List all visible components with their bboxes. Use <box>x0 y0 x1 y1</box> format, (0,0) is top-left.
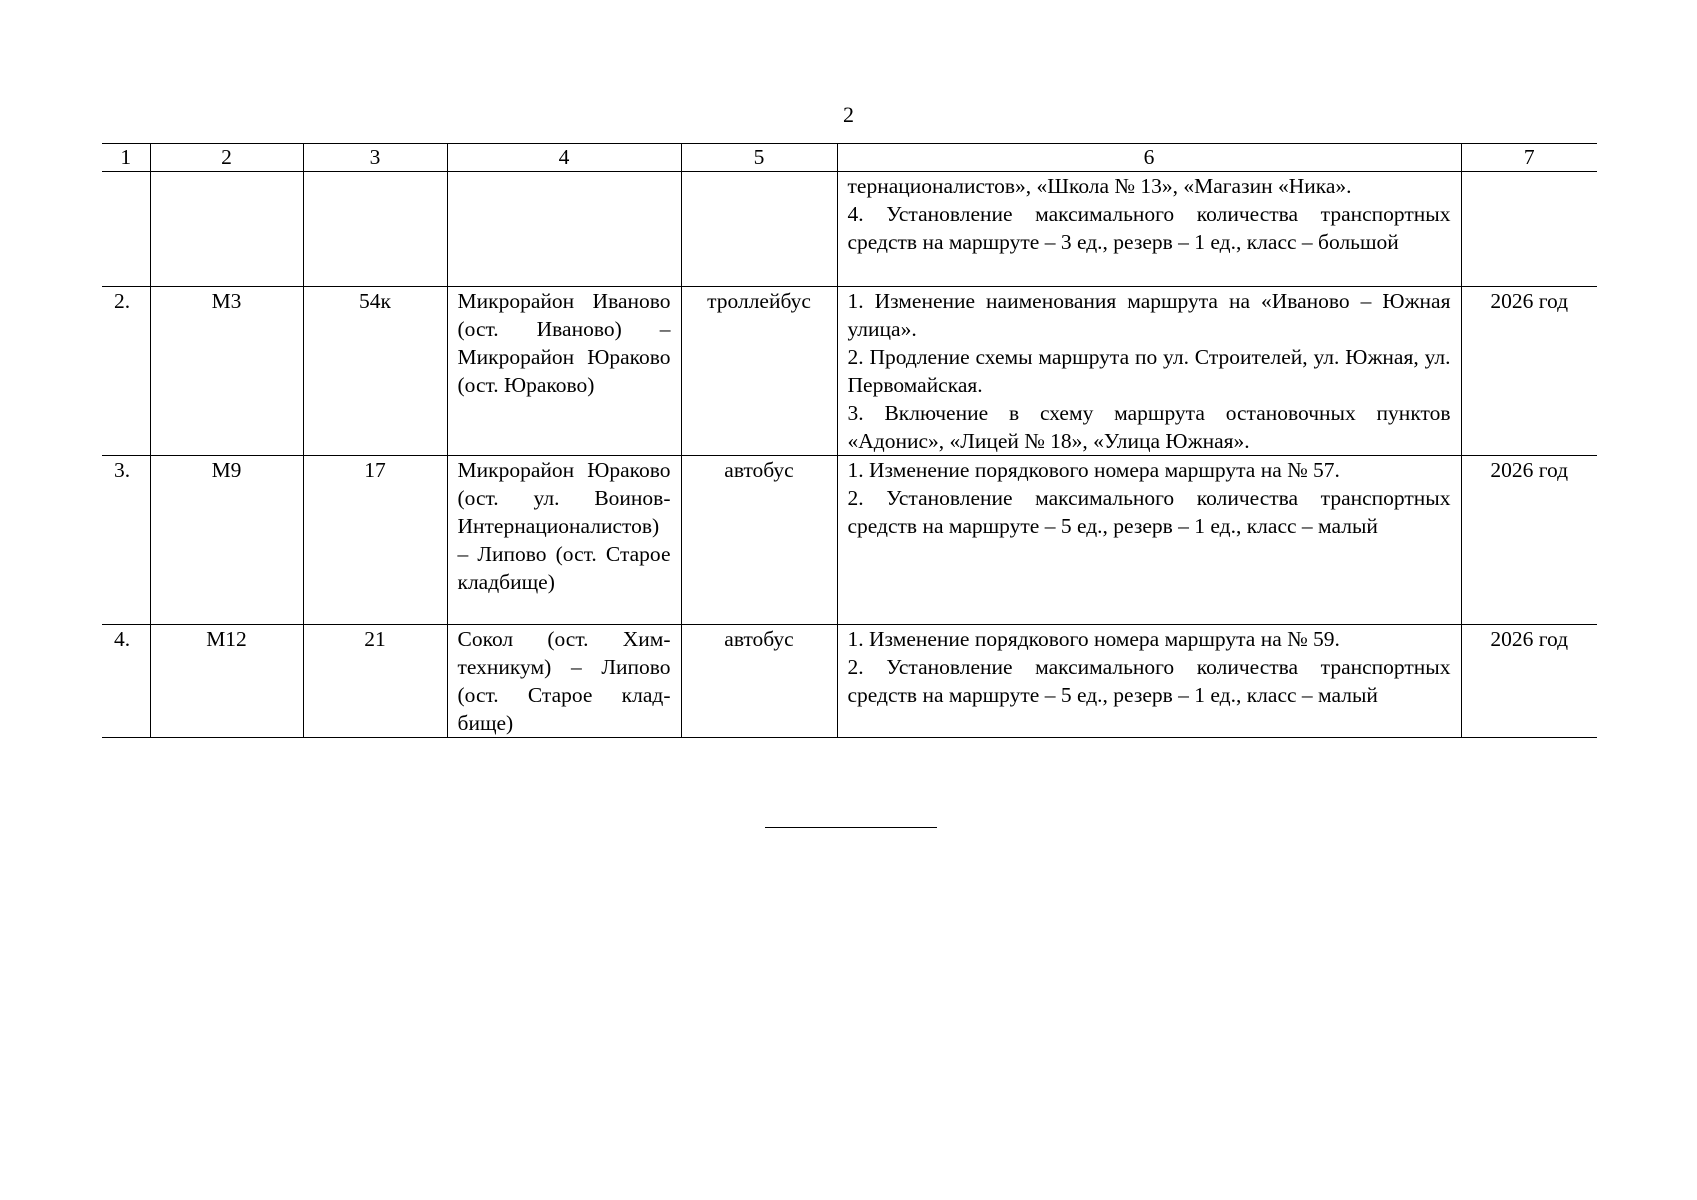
cell-year: 2026 год <box>1461 625 1597 738</box>
cell-reg: М9 <box>150 456 303 625</box>
cell-year: 2026 год <box>1461 287 1597 456</box>
page-number: 2 <box>843 102 854 127</box>
cell-no: 2. <box>102 287 150 456</box>
routes-table <box>102 143 1597 738</box>
table-row <box>102 456 1597 625</box>
change-item: 2. Продление схемы маршрута по ул. Строителей, ул. Южная, ул. Первомайская. <box>847 345 1451 397</box>
footer-divider <box>765 827 937 828</box>
change-item: 2. Установление максимального количества транспортных средств на маршруте – 5 ед., резерв – 1 ед., класс – малый <box>847 655 1451 707</box>
cell-route: 17 <box>303 456 447 625</box>
change-item: 1. Изменение наименования маршрута на «Иваново – Южная улица». <box>847 289 1451 341</box>
cell-path: Микрорайон Юраково (ост. ул. Воинов-Интернационалистов) – Липово (ост. Старое кладбище) <box>447 456 681 625</box>
cell-reg: М12 <box>150 625 303 738</box>
table-row-continuation <box>102 172 1597 287</box>
header-col-7: 7 <box>1461 144 1597 172</box>
cell-transport: автобус <box>681 456 837 625</box>
cell-no <box>102 172 150 287</box>
table-row <box>102 287 1597 456</box>
header-col-2: 2 <box>150 144 303 172</box>
header-col-4: 4 <box>447 144 681 172</box>
header-col-6: 6 <box>837 144 1461 172</box>
change-item: 1. Изменение порядкового номера маршрута на № 57. <box>847 458 1340 482</box>
cell-reg: М3 <box>150 287 303 456</box>
cell-year <box>1461 172 1597 287</box>
cell-reg <box>150 172 303 287</box>
cell-no: 4. <box>102 625 150 738</box>
cell-changes <box>837 287 1461 456</box>
cell-year: 2026 год <box>1461 456 1597 625</box>
cell-route: 54к <box>303 287 447 456</box>
cell-route: 21 <box>303 625 447 738</box>
cell-path: Сокол (ост. Химтехникум) – Липово (ост. Старое кладбище) <box>447 625 681 738</box>
cell-no: 3. <box>102 456 150 625</box>
cell-path: Микрорайон Иваново (ост. Иваново) – Микрорайон Юраково (ост. Юраково) <box>447 287 681 456</box>
header-col-3: 3 <box>303 144 447 172</box>
cell-transport <box>681 172 837 287</box>
cell-route <box>303 172 447 287</box>
cell-path <box>447 172 681 287</box>
cell-changes <box>837 456 1461 625</box>
cell-changes <box>837 625 1461 738</box>
change-item: 3. Включение в схему маршрута остановочных пунктов «Адонис», «Лицей № 18», «Улица Южная». <box>847 401 1451 453</box>
cell-changes <box>837 172 1461 287</box>
header-col-5: 5 <box>681 144 837 172</box>
change-item: 4. Установление максимального количества транспортных средств на маршруте – 3 ед., резерв – 1 ед., класс – большой <box>847 202 1451 254</box>
change-item: 1. Изменение порядкового номера маршрута на № 59. <box>847 627 1340 651</box>
change-item: 2. Установление максимального количества транспортных средств на маршруте – 5 ед., резерв – 1 ед., класс – малый <box>847 486 1451 538</box>
header-row <box>102 144 1597 172</box>
cell-transport: автобус <box>681 625 837 738</box>
header-col-1: 1 <box>102 144 150 172</box>
cell-transport: троллейбус <box>681 287 837 456</box>
change-item: тернационалистов», «Школа № 13», «Магазин «Ника». <box>847 174 1352 198</box>
table-row <box>102 625 1597 738</box>
